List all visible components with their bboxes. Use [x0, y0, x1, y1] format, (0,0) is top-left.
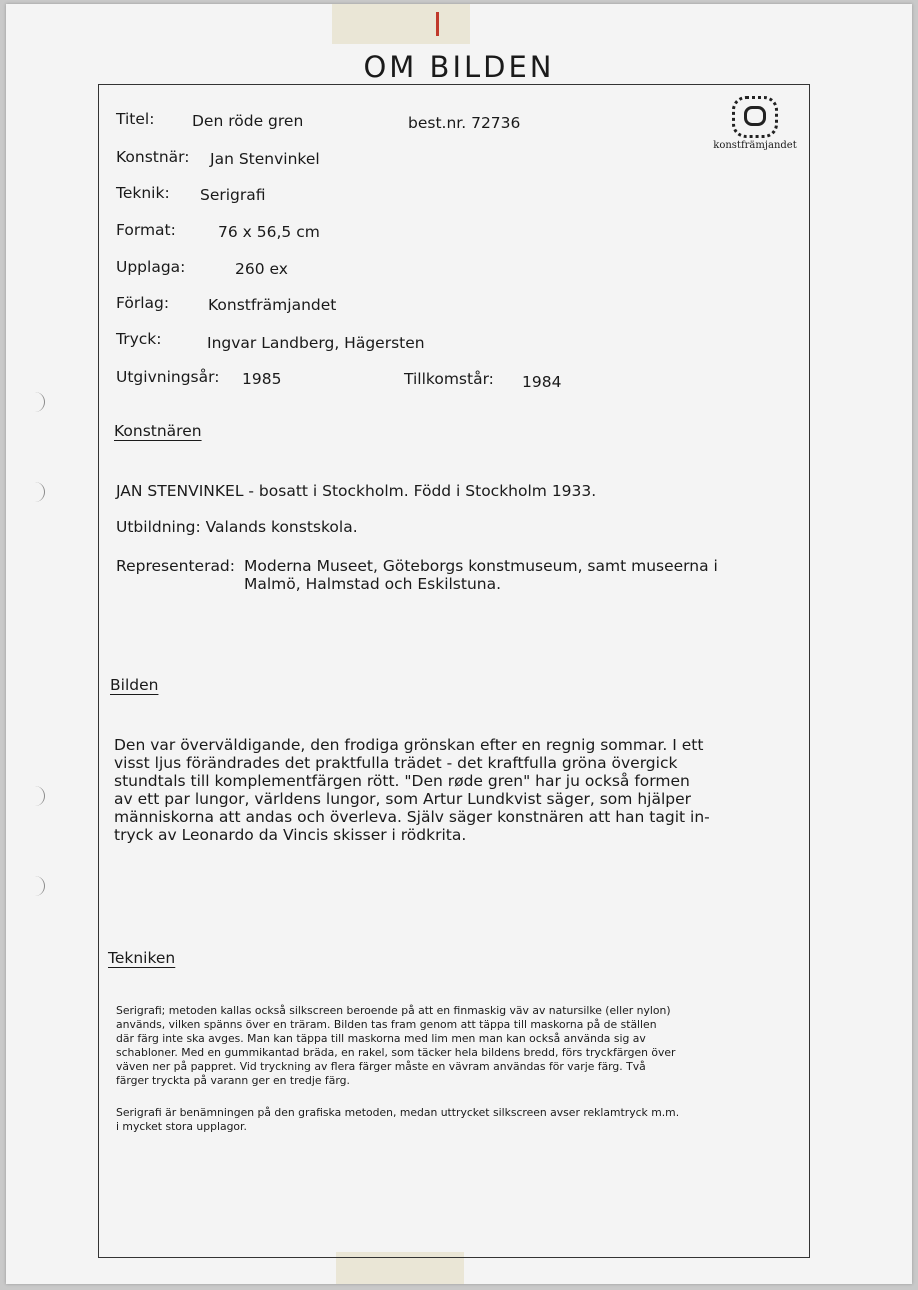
bilden-heading: Bilden — [110, 676, 159, 694]
tekniken-line: används, vilken spänns över en träram. Bilden tas fram genom att täppa till maskorna på de ställen — [116, 1018, 657, 1031]
tekniken-line: där färg inte ska avges. Man kan täppa till maskorna med lim men man kan också använda sig av — [116, 1032, 646, 1045]
konstnar-label: Konstnär: — [116, 148, 190, 166]
tryck-label: Tryck: — [116, 330, 162, 348]
page-heading: OM BILDEN — [363, 50, 555, 84]
logo-icon — [732, 96, 778, 138]
red-pencil-mark — [436, 12, 439, 36]
utgivningsar-label: Utgivningsår: — [116, 368, 220, 386]
punch-hole-mark — [30, 786, 45, 806]
artist-bio: JAN STENVINKEL - bosatt i Stockholm. Född i Stockholm 1933. — [116, 482, 597, 500]
tape-top — [332, 4, 470, 44]
tekniken-line: Serigrafi; metoden kallas också silkscreen beroende på att en finmaskig väv av natursilke (eller nylon) — [116, 1004, 671, 1017]
tryck-value: Ingvar Landberg, Hägersten — [207, 334, 425, 352]
tillkomstar-value: 1984 — [522, 373, 562, 391]
format-label: Format: — [116, 221, 176, 239]
tekniken-line: väven ner på pappret. Vid tryckning av flera färger måste en vävram användas för varje färg. Två — [116, 1060, 646, 1073]
titel-label: Titel: — [116, 110, 155, 128]
teknik-label: Teknik: — [116, 184, 170, 202]
represented-label: Representerad: — [116, 557, 235, 575]
upplaga-label: Upplaga: — [116, 258, 186, 276]
artist-education: Utbildning: Valands konstskola. — [116, 518, 358, 536]
upplaga-value: 260 ex — [235, 260, 288, 278]
bilden-line: av ett par lungor, världens lungor, som Artur Lundkvist säger, som hjälper — [114, 790, 691, 808]
tillkomstar-label: Tillkomstår: — [404, 370, 494, 388]
punch-hole-mark — [30, 392, 45, 412]
bilden-line: visst ljus förändrades det praktfulla trädet - det kraftfulla gröna övergick — [114, 754, 678, 772]
bilden-line: stundtals till komplementfärgen rött. "Den røde gren" har ju också formen — [114, 772, 690, 790]
tekniken-heading: Tekniken — [108, 949, 176, 967]
document-page — [6, 4, 912, 1284]
bilden-line: Den var överväldigande, den frodiga grönskan efter en regnig sommar. I ett — [114, 736, 704, 754]
represented-line-1: Moderna Museet, Göteborgs konstmuseum, samt museerna i — [244, 557, 718, 575]
forlag-label: Förlag: — [116, 294, 170, 312]
represented-line-2: Malmö, Halmstad och Eskilstuna. — [244, 575, 502, 593]
titel-value: Den röde gren — [192, 112, 304, 130]
konstnaren-heading: Konstnären — [114, 422, 202, 440]
punch-hole-mark — [30, 876, 45, 896]
forlag-value: Konstfrämjandet — [208, 296, 337, 314]
punch-hole-mark — [30, 482, 45, 502]
tekniken-line: schabloner. Med en gummikantad bräda, en rakel, som täcker hela bildens bredd, förs tryckfärgen över — [116, 1046, 676, 1059]
logo-text: konstfrämjandet — [713, 140, 797, 151]
best-nr: best.nr. 72736 — [408, 114, 521, 132]
bilden-line: människorna att andas och överleva. Själv säger konstnären att han tagit in- — [114, 808, 710, 826]
tekniken-line: färger tryckta på varann ger en tredje färg. — [116, 1074, 350, 1087]
utgivningsar-value: 1985 — [242, 370, 282, 388]
format-value: 76 x 56,5 cm — [218, 223, 320, 241]
konstframjandet-logo — [708, 96, 802, 151]
tekniken-note-line: i mycket stora upplagor. — [116, 1120, 247, 1133]
teknik-value: Serigrafi — [200, 186, 266, 204]
tekniken-note-line: Serigrafi är benämningen på den grafiska metoden, medan uttrycket silkscreen avser reklamtryck m.m. — [116, 1106, 680, 1119]
bilden-line: tryck av Leonardo da Vincis skisser i rödkrita. — [114, 826, 467, 844]
konstnar-value: Jan Stenvinkel — [210, 150, 320, 168]
